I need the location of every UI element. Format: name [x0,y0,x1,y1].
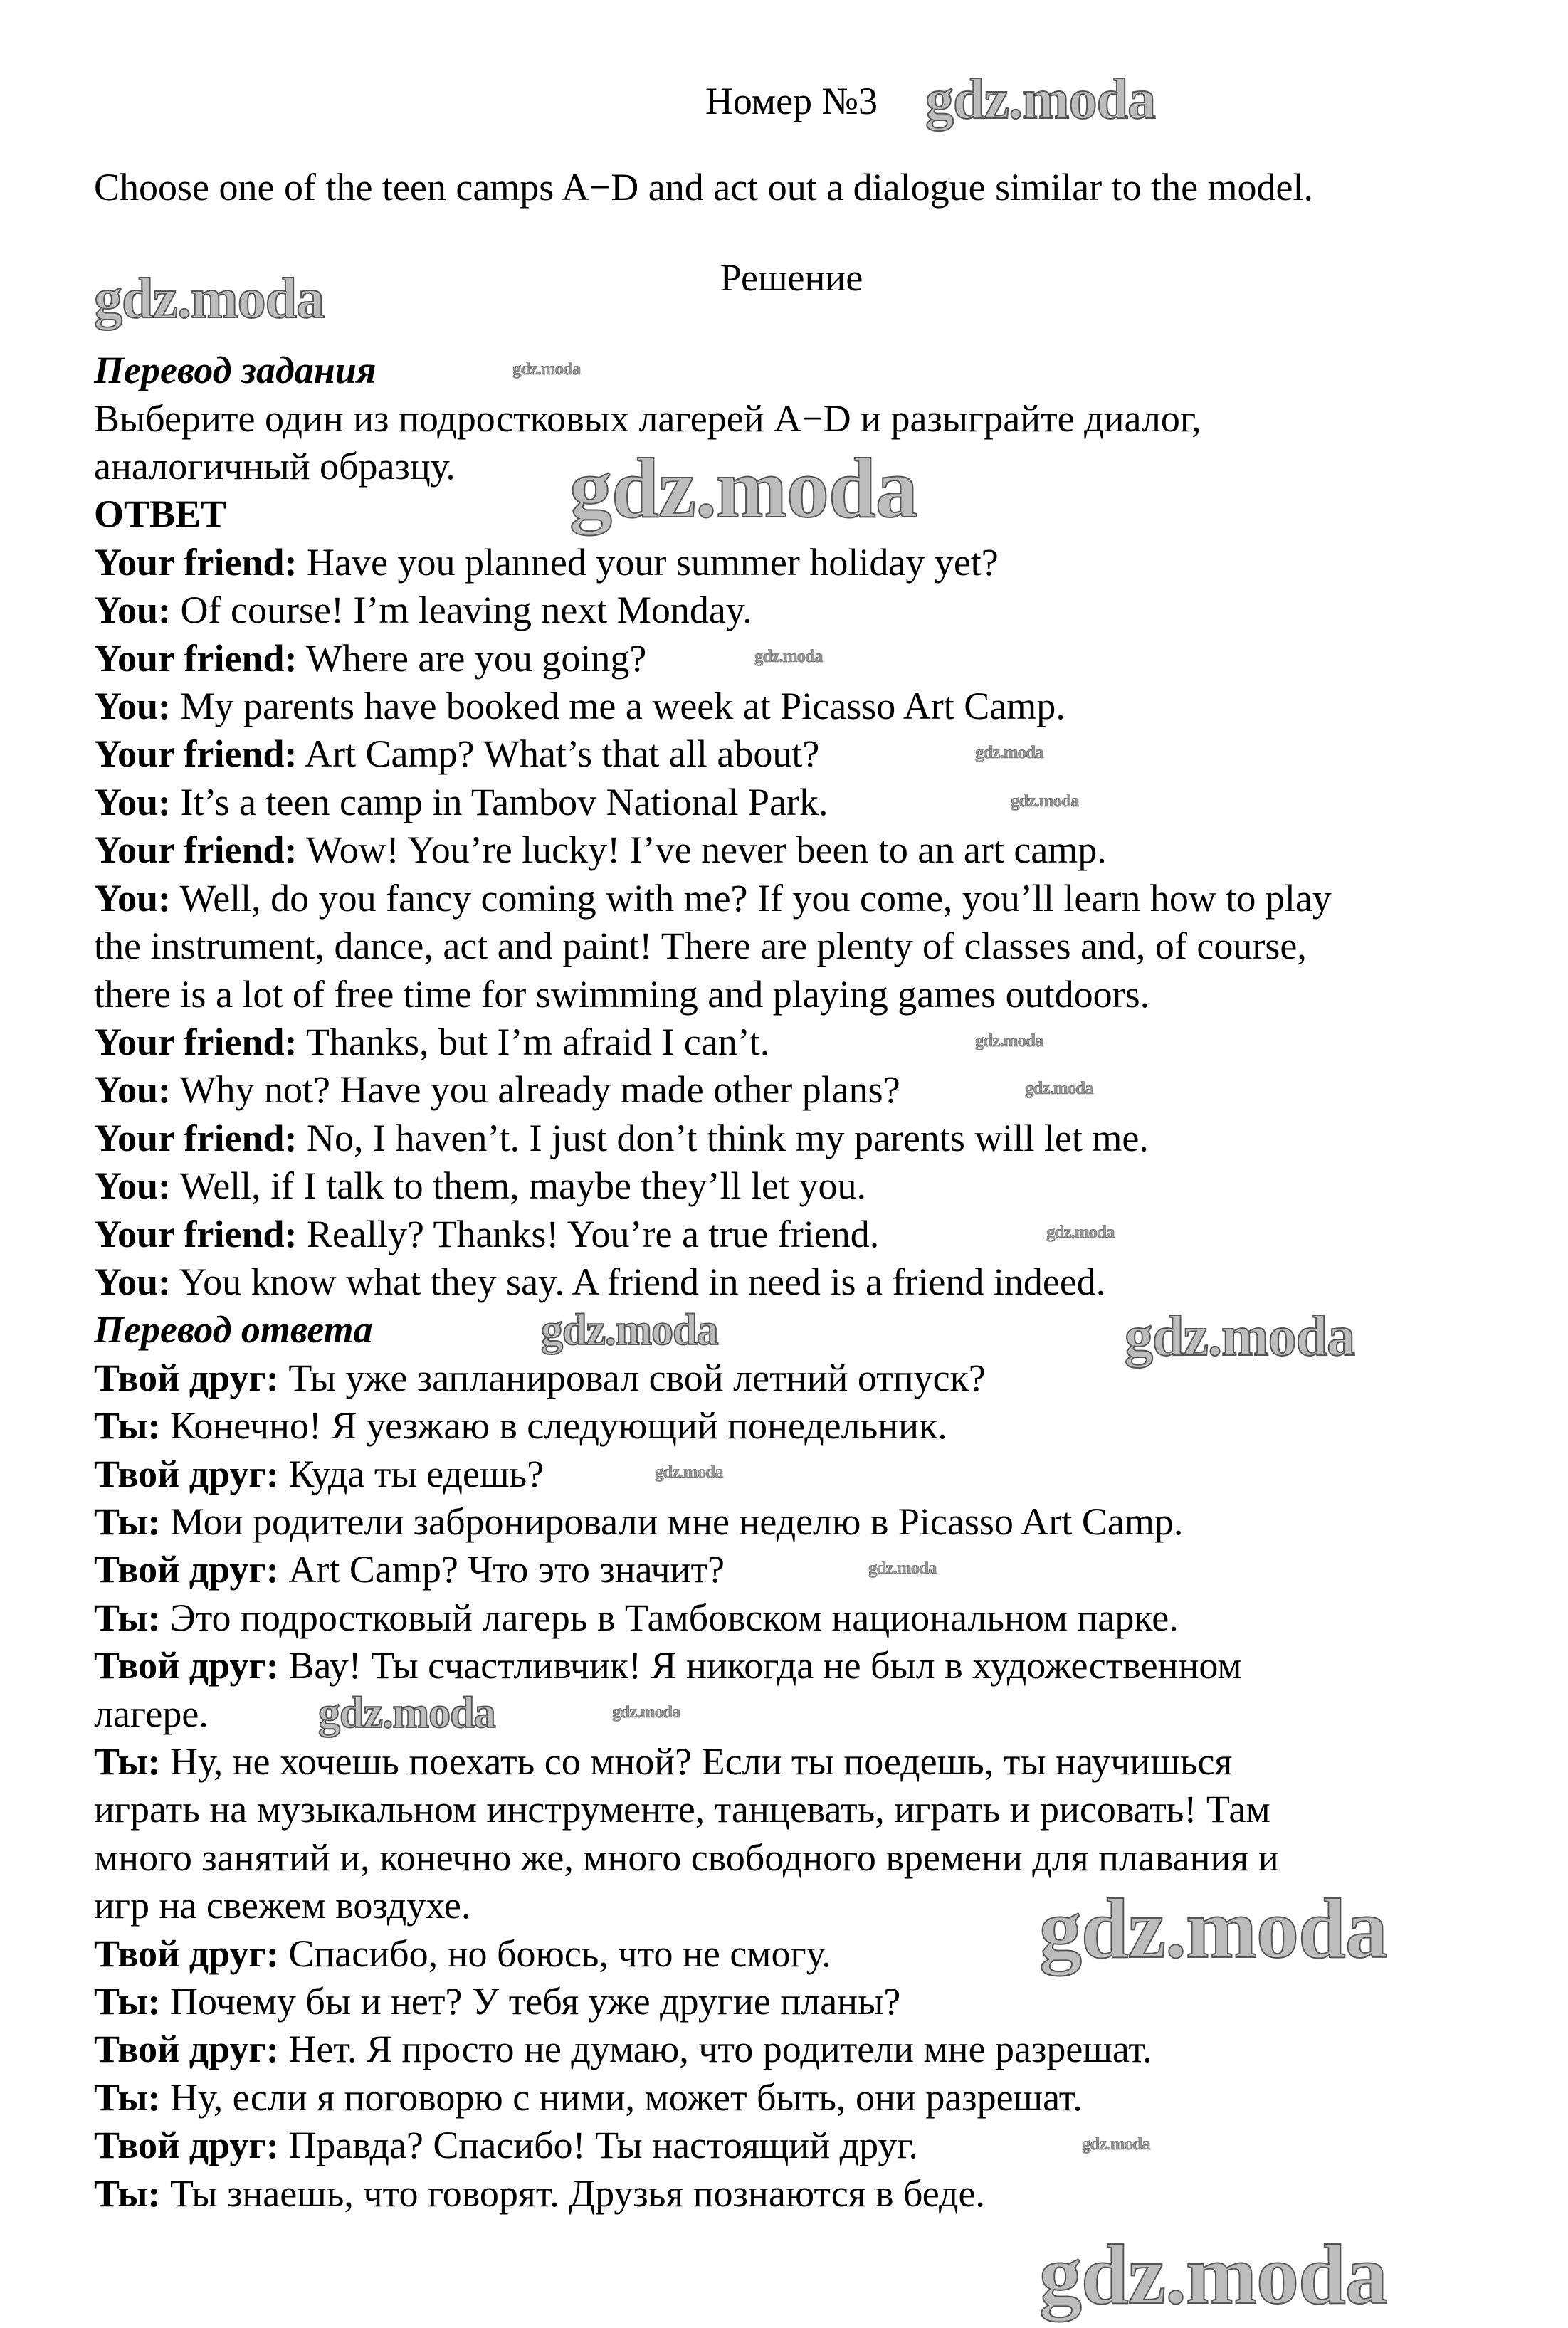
dialogue-text: Really? Thanks! You’re a true friend. [297,1212,880,1255]
page-title: Номер №3 [705,80,878,122]
translation-dialogue [94,1354,1489,2218]
dialogue-line [94,826,1489,874]
dialogue-text: Ну, если я поговорю с ними, может быть, они разрешат. [160,2075,1083,2119]
watermark-logo: gdz.moda [655,1463,723,1482]
dialogue-text: there is a lot of free time for swimming and playing games outdoors. [94,972,1150,1016]
dialogue-line [94,1690,1489,1738]
watermark-logo: gdz.moda [318,1689,495,1737]
watermark-logo: gdz.moda [925,68,1156,131]
dialogue-text: Это подростковый лагерь в Тамбовском национальном парке. [160,1596,1179,1639]
task-translation-line: аналогичный образцу. [94,445,456,488]
dialogue-text: Куда ты едешь? [278,1452,544,1495]
speaker-label: Твой друг: [94,1356,279,1399]
speaker-label: Your friend: [94,1020,298,1063]
dialogue-line [94,1066,1489,1114]
watermark-logo: gdz.moda [975,743,1043,762]
speaker-label: You: [94,1260,172,1303]
task-translation-heading: Перевод задания [94,349,377,392]
dialogue-line [94,1402,1489,1450]
dialogue-text: Вау! Ты счастливчик! Я никогда не был в художественном [278,1644,1242,1687]
speaker-label: Ты: [94,1740,161,1783]
dialogue-text: игр на свежем воздухе. [94,1884,471,1927]
watermark-logo: gdz.moda [868,1559,937,1578]
dialogue-line [94,1018,1489,1066]
speaker-label: Твой друг: [94,2028,279,2071]
watermark-logo: gdz.moda [1011,791,1079,811]
speaker-label: Твой друг: [94,2124,279,2167]
speaker-label: Your friend: [94,540,298,584]
answer-translation-heading: Перевод ответа [94,1308,373,1352]
speaker-label: Your friend: [94,1212,298,1255]
dialogue-line [94,1211,1489,1258]
speaker-label: Your friend: [94,1116,298,1159]
dialogue-text: Ты знаешь, что говорят. Друзья познаются в беде. [160,2171,985,2215]
dialogue-line [94,1594,1489,1642]
task-text: Choose one of the teen camps A−D and act out a dialogue similar to the model. [94,166,1314,209]
dialogue-line [94,539,1489,586]
dialogue-line [94,2122,1489,2169]
dialogue-line [94,1978,1489,2026]
speaker-label: You: [94,780,172,823]
watermark-logo: gdz.moda [569,441,917,535]
speaker-label: Ты: [94,2075,161,2119]
watermark-logo: gdz.moda [1046,1223,1115,1242]
speaker-label: Your friend: [94,636,298,680]
dialogue-text: Thanks, but I’m afraid I can’t. [297,1020,770,1063]
dialogue-text: It’s a teen camp in Tambov National Park. [171,780,828,823]
speaker-label: You: [94,876,172,920]
dialogue-text: Well, if I talk to them, maybe they’ll let you. [171,1164,866,1208]
speaker-label: Твой друг: [94,1548,279,1591]
dialogue-text: Well, do you fancy coming with me? If you come, you’ll learn how to play [171,876,1332,920]
speaker-label: Ты: [94,1500,161,1543]
dialogue-line [94,1115,1489,1162]
watermark-logo: gdz.moda [754,647,823,666]
dialogue-text: Where are you going? [297,636,647,680]
speaker-label: Ты: [94,1404,161,1448]
dialogue-line [94,683,1489,730]
answer-heading: ОТВЕТ [94,493,227,536]
speaker-label: You: [94,1068,172,1112]
dialogue-text: много занятий и, конечно же, много свободного времени для плавания и [94,1835,1279,1879]
watermark-logo: gdz.moda [1125,1305,1355,1368]
watermark-logo: gdz.moda [512,359,581,379]
dialogue-text: Ну, не хочешь поехать со мной? Если ты поедешь, ты научишься [160,1740,1233,1783]
speaker-label: You: [94,685,172,728]
speaker-label: Ты: [94,1596,161,1639]
watermark-logo: gdz.moda [612,1702,680,1722]
speaker-label: Твой друг: [94,1644,279,1687]
dialogue-text: You know what they say. A friend in need is a friend indeed. [171,1260,1106,1303]
dialogue-text: лагере. [94,1692,209,1735]
dialogue-line [94,1546,1489,1594]
dialogue-text: Have you planned your summer holiday yet? [297,540,999,584]
speaker-label: Your friend: [94,732,298,776]
watermark-logo: gdz.moda [1039,1881,1387,1976]
dialogue-text: the instrument, dance, act and paint! There are plenty of classes and, of course, [94,925,1307,968]
dialogue-text: Wow! You’re lucky! I’ve never been to an art camp. [297,828,1107,872]
speaker-label: You: [94,1164,172,1208]
dialogue-line [94,971,1489,1018]
dialogue-text: Конечно! Я уезжаю в следующий понедельник. [160,1404,947,1448]
dialogue-line [94,1834,1489,1882]
watermark-logo: gdz.moda [1025,1079,1093,1098]
watermark-logo: gdz.moda [541,1306,718,1354]
speaker-label: You: [94,589,172,632]
task-translation-line: Выберите один из подростковых лагерей A−D и разыграйте диалог, [94,396,1201,440]
watermark-logo: gdz.moda [1039,2227,1387,2322]
dialogue-line [94,1258,1489,1306]
dialogue-text: Правда? Спасибо! Ты настоящий друг. [278,2124,918,2167]
dialogue-line [94,1498,1489,1546]
speaker-label: Твой друг: [94,1452,279,1495]
dialogue-text: Спасибо, но боюсь, что не смогу. [278,1932,831,1975]
dialogue-line [94,875,1489,922]
watermark-logo: gdz.moda [1082,2134,1150,2154]
dialogue-text: No, I haven’t. I just don’t think my parents will let me. [297,1116,1149,1159]
dialogue-text: Art Camp? What’s that all about? [297,732,820,776]
dialogue-line [94,1450,1489,1498]
dialogue-line [94,1786,1489,1833]
dialogue-text: Ты уже запланировал свой летний отпуск? [278,1356,986,1399]
watermark-logo: gdz.moda [94,268,325,330]
dialogue-text: играть на музыкальном инструменте, танцевать, играть и рисовать! Там [94,1788,1270,1831]
dialogue-line [94,2170,1489,2218]
dialogue-line [94,730,1489,778]
dialogue-text: Нет. Я просто не думаю, что родители мне разрешат. [278,2028,1152,2071]
dialogue-line [94,922,1489,970]
dialogue-text: Мои родители забронировали мне неделю в Picasso Art Camp. [160,1500,1184,1543]
dialogue-text: Why not? Have you already made other plans? [171,1068,900,1112]
dialogue-text: Art Camp? Что это значит? [278,1548,725,1591]
dialogue-line [94,2074,1489,2122]
dialogue-text: Почему бы и нет? У тебя уже другие планы? [160,1980,901,2023]
dialogue-line [94,2026,1489,2073]
speaker-label: Your friend: [94,828,298,872]
speaker-label: Твой друг: [94,1932,279,1975]
dialogue-line [94,779,1489,826]
dialogue-line [94,1162,1489,1210]
dialogue-line [94,1738,1489,1786]
dialogue-line [94,1642,1489,1690]
solution-heading: Решение [720,256,863,299]
dialogue-text: My parents have booked me a week at Picasso Art Camp. [171,685,1065,728]
speaker-label: Ты: [94,2171,161,2215]
dialogue-line [94,586,1489,634]
watermark-logo: gdz.moda [975,1031,1043,1050]
dialogue-text: Of course! I’m leaving next Monday. [171,589,752,632]
speaker-label: Ты: [94,1980,161,2023]
